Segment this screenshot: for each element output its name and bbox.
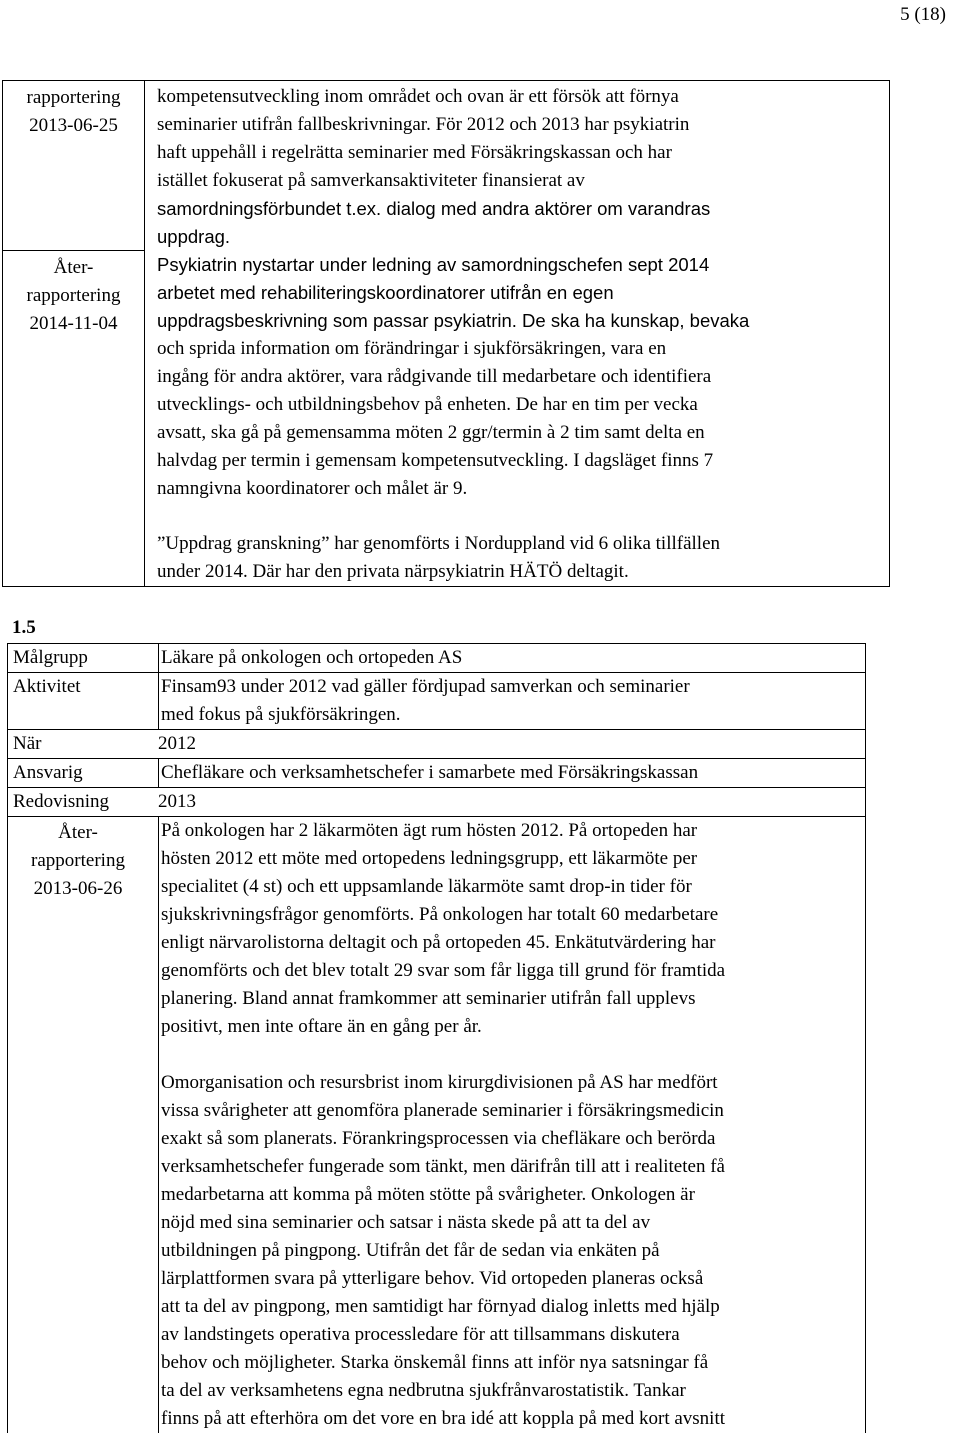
text-line: På onkologen har 2 läkarmöten ägt rum hösten 2012. På ortopeden har: [161, 820, 698, 841]
malgrupp-label: Målgrupp: [8, 644, 159, 673]
text-line: enligt närvarolistorna deltagit och på ortopeden 45. Enkätutvärdering har: [161, 932, 716, 953]
label-line: rapportering: [26, 285, 121, 306]
text-line: ta del av verksamhetens egna nedbrutna sjukfrånvarostatistik. Tankar: [161, 1380, 686, 1401]
ater-label-cell: [8, 817, 159, 1434]
text-line: utvecklings- och utbildningsbehov på enheten. De har en tim per vecka: [157, 394, 698, 415]
text-line: Finsam93 under 2012 vad gäller fördjupad samverkan och seminarier: [161, 676, 690, 697]
page-number: 5 (18): [900, 4, 946, 25]
ater-text-cell: [159, 817, 866, 1434]
text-line: uppdragsbeskrivning som passar psykiatrin. De ska ha kunskap, bevaka: [157, 310, 750, 331]
label-line: Åter-: [53, 257, 94, 278]
text-line: och sprida information om förändringar i sjukförsäkringen, vara en: [157, 338, 667, 359]
text-line: Psykiatrin nystartar under ledning av samordningschefen sept 2014: [157, 254, 710, 275]
text-line: ingång för andra aktörer, vara rådgivande till medarbetare och identifiera: [157, 366, 712, 387]
text-line: utbildningen på pingpong. Utifrån det får de sedan via enkäten på: [161, 1240, 660, 1261]
text-line: haft uppehåll i regelrätta seminarier med Försäkringskassan och har: [157, 142, 672, 163]
ansvarig-label: Ansvarig: [8, 759, 159, 788]
text-line: vissa svårigheter att genomföra planerade seminarier i försäkringsmedicin: [161, 1100, 724, 1121]
label-cell: [3, 81, 145, 251]
label-line: 2014-11-04: [29, 313, 118, 334]
redovisning-row: [8, 788, 866, 817]
redovisning-value: 2013: [158, 791, 196, 812]
ansvarig-value: Chefläkare och verksamhetschefer i samarbete med Försäkringskassan: [159, 759, 866, 788]
text-line: specialitet (4 st) och ett uppsamlande läkarmöte samt drop-in tider för: [161, 876, 692, 897]
label-line: 2013-06-26: [33, 878, 123, 899]
label-line: 2013-06-25: [29, 115, 118, 136]
text-line: positivt, men inte oftare än en gång per år.: [161, 1016, 482, 1037]
text-line: genomförts och det blev totalt 29 svar som får ligga till grund för framtida: [161, 960, 726, 981]
redovisning-label: Redovisning: [13, 791, 110, 812]
label-cell: [3, 251, 145, 587]
text-line: halvdag per termin i gemensam kompetensutveckling. I dagsläget finns 7: [157, 450, 714, 471]
text-line: seminarier utifrån fallbeskrivningar. För 2012 och 2013 har psykiatrin: [157, 114, 690, 135]
text-line: under 2014. Där har den privata närpsykiatrin HÄTÖ deltagit.: [157, 561, 629, 582]
text-line: att ta del av pingpong, men samtidigt har förnyad dialog inletts med hjälp: [161, 1296, 720, 1317]
nar-value: 2012: [158, 733, 196, 754]
nar-row: [8, 730, 866, 759]
text-line: planering. Bland annat framkommer att seminarier utifrån fall upplevs: [161, 988, 696, 1009]
text-line: samordningsförbundet t.ex. dialog med andra aktörer om varandras: [157, 198, 711, 219]
text-line: avsatt, ska gå på gemensamma möten 2 ggr/termin à 2 tim samt delta en: [157, 422, 705, 443]
report-table: [2, 80, 890, 587]
text-line: exakt så som planerats. Förankringsprocessen via chefläkare och berörda: [161, 1128, 716, 1149]
text-line: namngivna koordinatorer och målet är 9.: [157, 478, 468, 499]
text-line: lärplattformen svara på ytterligare behov. Vid ortopeden planeras också: [161, 1268, 704, 1289]
label-line: rapportering: [26, 87, 121, 108]
aktivitet-value: [159, 673, 866, 730]
malgrupp-value: Läkare på onkologen och ortopeden AS: [159, 644, 866, 673]
label-line: rapportering: [31, 850, 125, 871]
text-line: kompetensutveckling inom området och ovan är ett försök att förnya: [157, 86, 679, 107]
text-line: sjukskrivningsfrågor genomförts. På onkologen har totalt 60 medarbetare: [161, 904, 719, 925]
activity-table: [7, 643, 866, 1433]
text-line: med fokus på sjukförsäkringen.: [161, 704, 401, 725]
label-line: Åter-: [58, 822, 98, 843]
text-line: av landstingets operativa processledare för att tillsammans diskutera: [161, 1324, 680, 1345]
nar-label: När: [13, 733, 42, 754]
text-line: nöjd med sina seminarier och satsar i nästa skede på att ta del av: [161, 1212, 651, 1233]
text-line: istället fokuserat på samverkansaktiviteter finansierat av: [157, 170, 585, 191]
section-number: 1.5: [12, 617, 36, 638]
text-line: hösten 2012 ett möte med ortopedens ledningsgrupp, ett läkarmöte per: [161, 848, 698, 869]
text-cell: [145, 81, 890, 587]
text-line: behov och möjligheter. Starka önskemål finns att inför nya satsningar få: [161, 1352, 709, 1373]
text-line: ”Uppdrag granskning” har genomförts i Norduppland vid 6 olika tillfällen: [157, 533, 721, 554]
text-line: finns på att efterhöra om det vore en bra idé att koppla på med kort avsnitt: [161, 1408, 726, 1429]
aktivitet-label: Aktivitet: [8, 673, 159, 730]
text-line: uppdrag.: [157, 226, 231, 247]
text-line: medarbetarna att komma på möten stötte på svårigheter. Onkologen är: [161, 1184, 695, 1205]
text-line: Omorganisation och resursbrist inom kirurgdivisionen på AS har medfört: [161, 1072, 718, 1093]
text-line: verksamhetschefer fungerade som tänkt, men därifrån till att i realiteten få: [161, 1156, 725, 1177]
text-line: arbetet med rehabiliteringskoordinatorer utifrån en egen: [157, 282, 614, 303]
